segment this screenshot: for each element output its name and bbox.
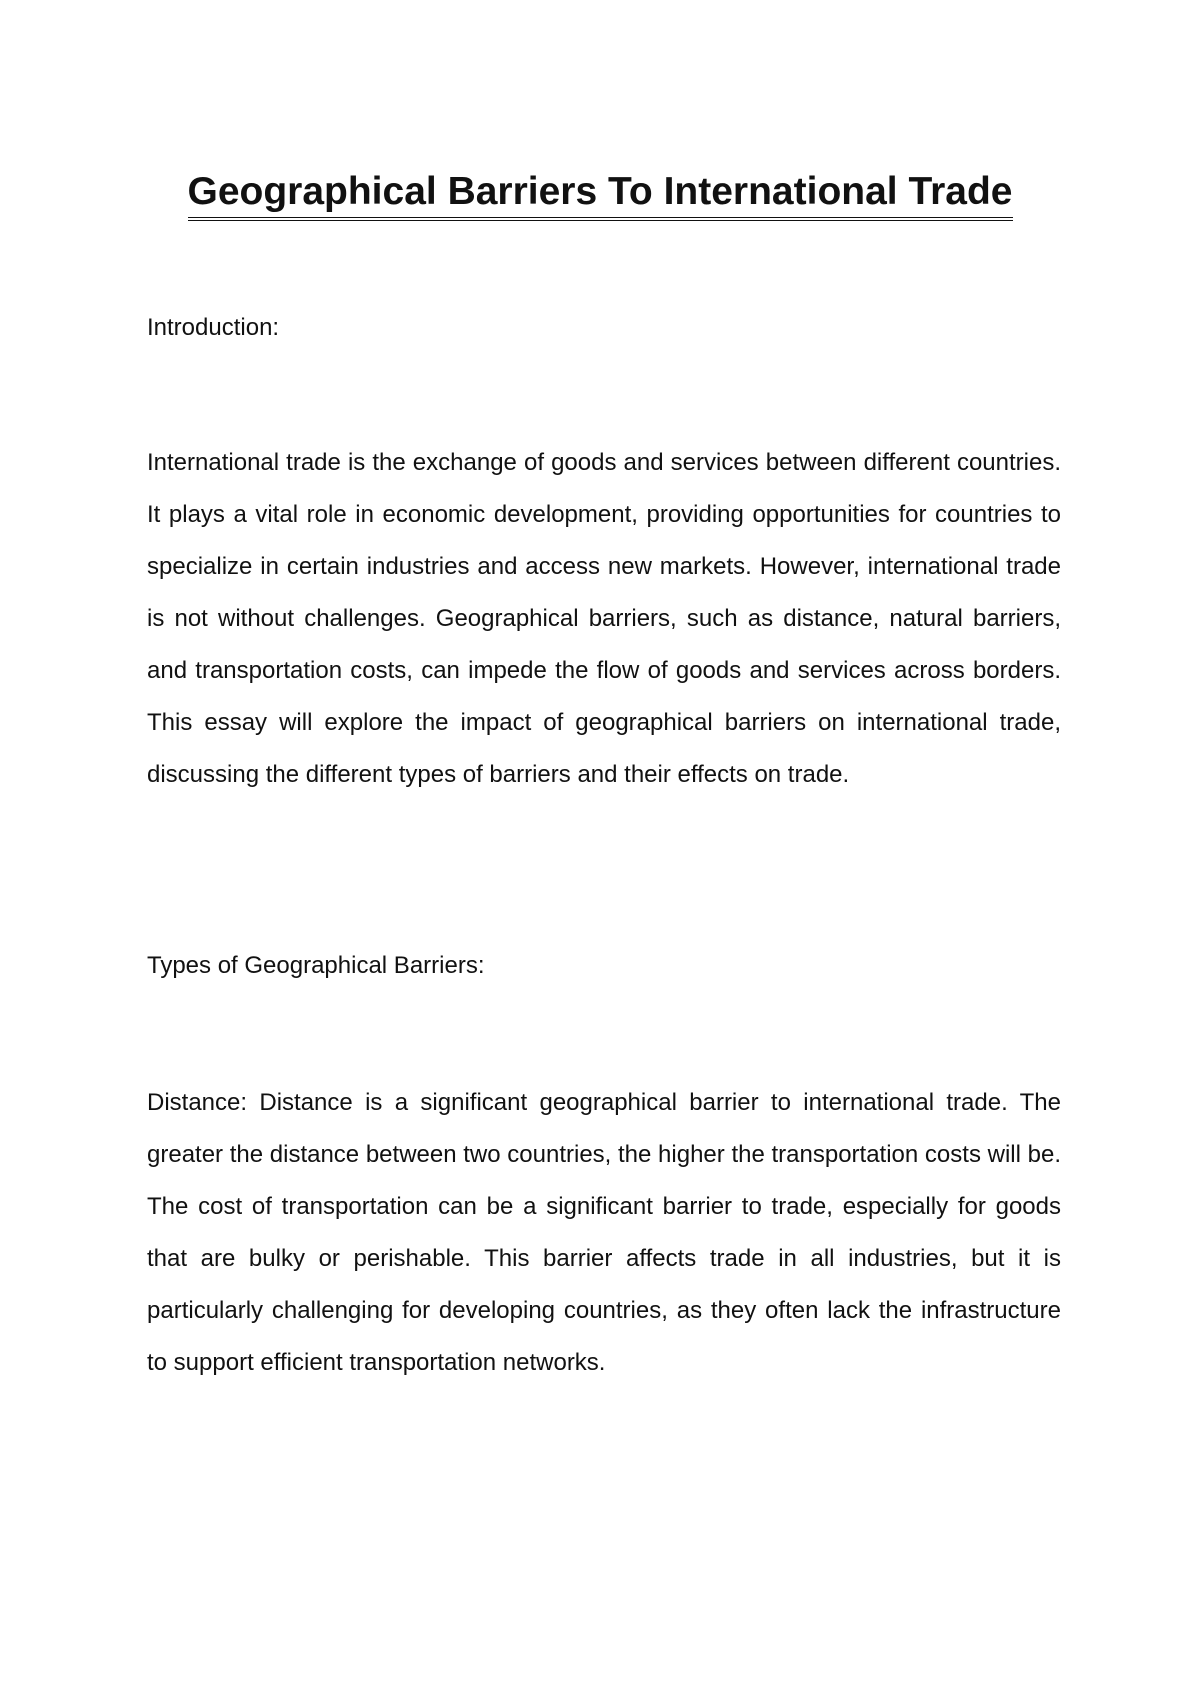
document-title — [0, 168, 1200, 221]
distance-paragraph: Distance: Distance is a significant geographical barrier to international trade. The greater the distance between two countries, the higher the transportation costs will be. The cost of transportation can be a significant barrier to trade, especially for goods that are bulky or perishable. This barrier affects trade in all industries, but it is particularly challenging for developing countries, as they often lack the infrastructure to support efficient transportation networks. — [147, 1089, 1061, 1376]
intro-heading: Introduction: — [147, 314, 280, 341]
types-heading: Types of Geographical Barriers: — [147, 952, 485, 979]
intro-paragraph: International trade is the exchange of goods and services between different countries. It plays a vital role in economic development, providing opportunities for countries to specialize in certain industries and access new markets. However, international trade is not without challenges. Geographical barriers, such as distance, natural barriers, and transportation costs, can impede the flow of goods and services across borders. This essay will explore the impact of geographical barriers on international trade, discussing the different types of barriers and their effects on trade. — [147, 449, 1061, 788]
document-title-text: Geographical Barriers To International Trade — [188, 168, 1013, 221]
